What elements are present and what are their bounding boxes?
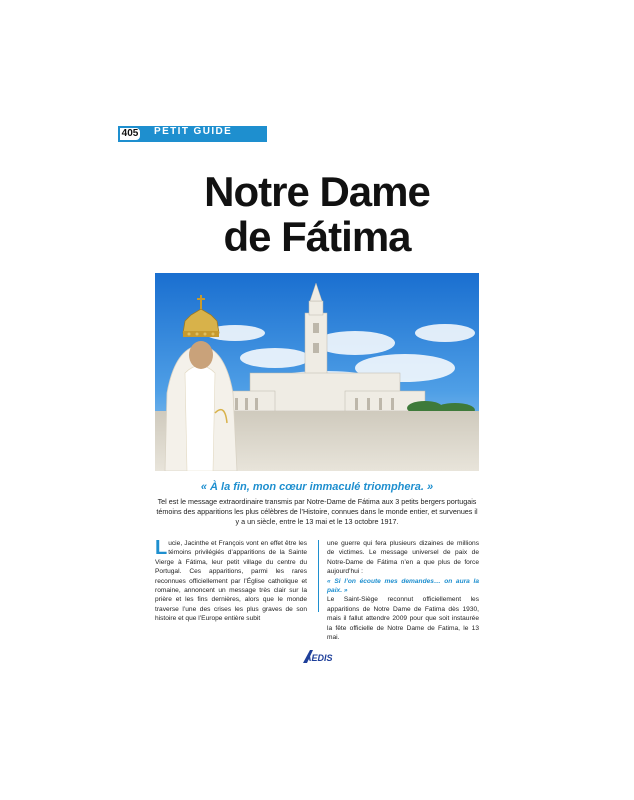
col2-highlight: « Si l’on écoute mes demandes… on aura la paix. » (327, 577, 479, 595)
page-title-line2: de Fátima (223, 213, 411, 260)
col2-text2: Le Saint-Siège reconnut officiellement les apparitions de Notre Dame de Fatima dès 1930, mais il fallut attendre 2009 pour que soit instaurée la fête officielle de Notre Dame de Fatima, le 13 mai. (327, 596, 479, 642)
publisher-logo (301, 648, 333, 664)
series-title: PETIT GUIDE (154, 126, 233, 137)
column-divider (318, 540, 319, 612)
series-banner (118, 126, 267, 142)
page-title-line1: Notre Dame (204, 168, 430, 215)
pull-quote: « À la fin, mon cœur immaculé triomphera. » (200, 481, 434, 493)
intro-paragraph: Tel est le message extraordinaire transmis par Notre-Dame de Fátima aux 3 petits bergers portugais témoins des apparitions les plus célèbres de l’Histoire, connues dans le monde entier, et survenues il y a un siècle, entre le 13 mai et le 13 octobre 1917. (156, 497, 478, 526)
col1-text: ucie, Jacinthe et François vont en effet être les témoins privilégiés d’apparitions de la Sainte Vierge à Fátima, leur petit village du centre du Portugal. Ces apparitions, parmi les rares reconnues officiellement par l’Église catholique et romaine, annoncent un message très clair sur la prière et les fins dernières, alors que le monde traverse l’une des crises les plus graves de son histoire et que l’Europe entière subit (155, 540, 307, 623)
col2-text1: une guerre qui fera plusieurs dizaines de millions de victimes. Le message universel de paix de Notre-Dame de Fátima n’en a que plus de force aujourd’hui : (327, 540, 479, 576)
drop-cap: L (155, 537, 168, 559)
body-column-2 (327, 539, 479, 642)
series-number: 405 (118, 126, 142, 142)
cover-photo (155, 273, 479, 471)
body-column-1 (155, 539, 307, 624)
logo-text: AEDIS (305, 653, 333, 663)
